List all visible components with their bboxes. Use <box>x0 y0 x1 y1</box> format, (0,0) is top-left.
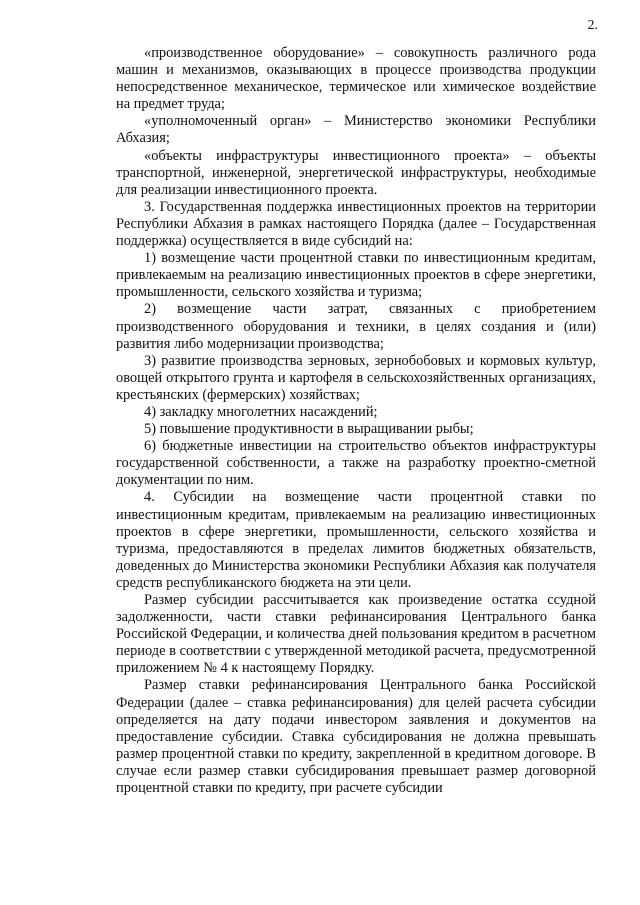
refinancing-rate-paragraph: Размер ставки рефинансирования Центрального банка Российской Федерации (далее – ставка рефинансирования) для целей расчета субсидии определяется на дату подачи инвестором заявления и документов на предоставление субсидии. Ставка субсидирования не должна превышать размер процентной ставки по кредиту, закрепленной в кредитном договоре. В случае если размер ставки субсидирования превышает размер договорной процентной ставки по кредиту, при расчете субсидии <box>116 677 596 797</box>
clause-3-item-1: 1) возмещение части процентной ставки по инвестиционным кредитам, привлекаемым на реализацию инвестиционных проектов в сфере энергетики, промышленности, сельского хозяйства и туризма; <box>116 250 596 301</box>
clause-3: 3. Государственная поддержка инвестиционных проектов на территории Республики Абхазия в рамках настоящего Порядка (далее – Государственная поддержка) осуществляется в виде субсидий на: <box>116 198 596 250</box>
document-body <box>116 45 596 797</box>
subsidy-calculation-paragraph: Размер субсидии рассчитывается как произведение остатка ссудной задолженности, части ставки рефинансирования Центрального банка Российской Федерации, и количества дней пользования кредитом в расчетном периоде в соответствии с утвержденной методикой расчета, предусмотренной приложением № 4 к настоящему Порядку. <box>116 592 596 677</box>
clause-3-item-6: 6) бюджетные инвестиции на строительство объектов инфраструктуры государственной собственности, а также на разработку проектно-сметной документации по ним. <box>116 438 596 489</box>
page-number: 2. <box>587 18 598 33</box>
definition-authorized-body: «уполномоченный орган» – Министерство экономики Республики Абхазия; <box>116 113 596 147</box>
definition-production-equipment: «производственное оборудование» – совокупность различного рода машин и механизмов, оказывающих в процессе производства продукции непосредственное механическое, термическое или химическое воздействие на предмет труда; <box>116 45 596 113</box>
clause-4: 4. Субсидии на возмещение части процентной ставки по инвестиционным кредитам, привлекаемым на реализацию инвестиционных проектов в сфере энергетики, промышленности, сельского хозяйства и туризма, предоставляются в пределах лимитов бюджетных обязательств, доведенных до Министерства экономики Республики Абхазия как получателя средств республиканского бюджета на эти цели. <box>116 489 596 591</box>
clause-3-item-5: 5) повышение продуктивности в выращивании рыбы; <box>144 421 474 438</box>
definition-infrastructure-objects: «объекты инфраструктуры инвестиционного проекта» – объекты транспортной, инженерной, энергетической инфраструктуры, необходимые для реализации инвестиционного проекта. <box>116 147 596 198</box>
clause-3-item-2: 2) возмещение части затрат, связанных с приобретением производственного оборудования и техники, в целях создания и (или) развития либо модернизации производства; <box>116 301 596 352</box>
clause-3-item-4: 4) закладку многолетних насаждений; <box>144 403 378 420</box>
clause-3-item-3: 3) развитие производства зерновых, зернобобовых и кормовых культур, овощей открытого грунта и картофеля в сельскохозяйственных организациях, крестьянских (фермерских) хозяйствах; <box>116 352 596 403</box>
